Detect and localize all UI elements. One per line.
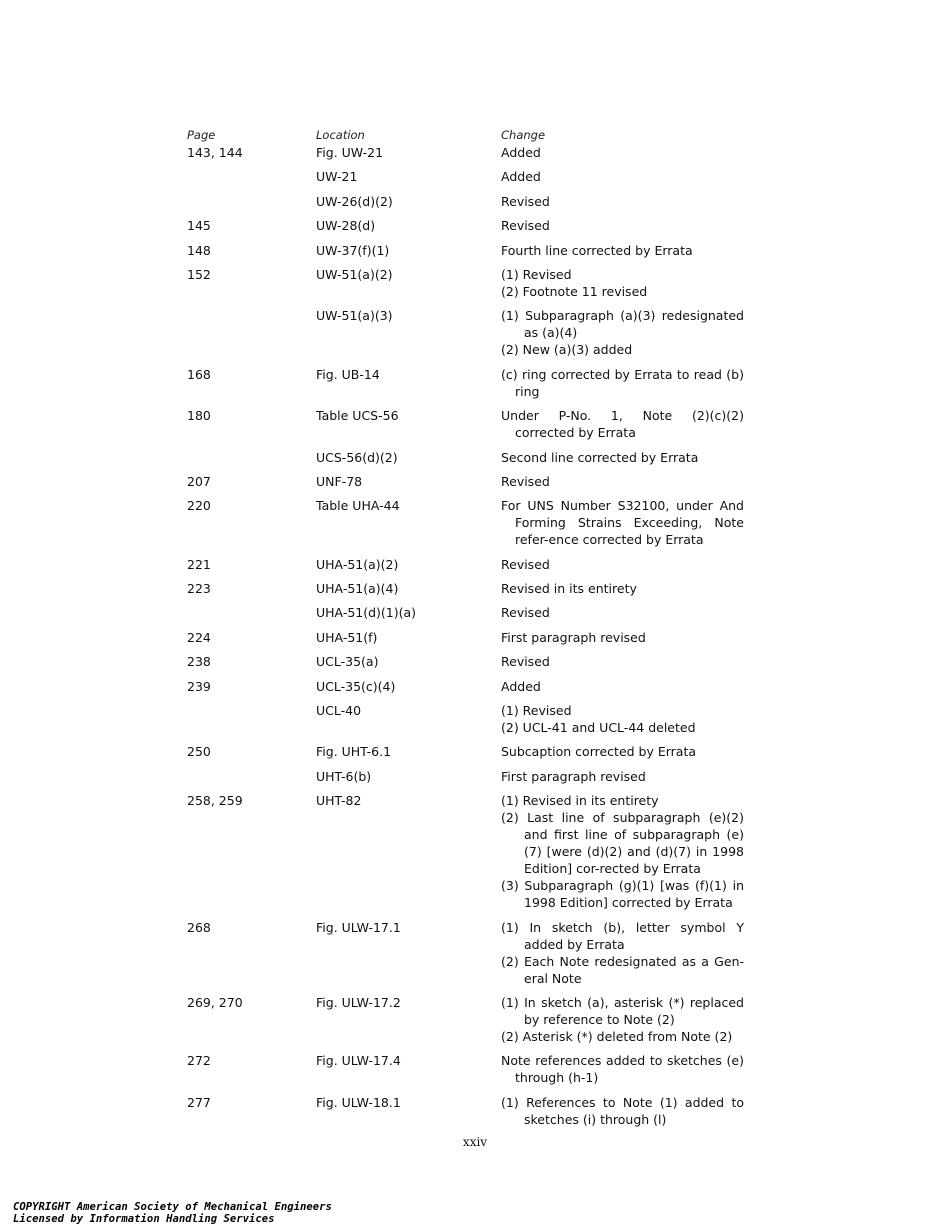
table-row: [187, 994, 747, 1045]
row-page: 221: [187, 556, 211, 572]
table-row: [187, 168, 747, 185]
table-row: [187, 604, 747, 621]
table-row: [187, 1052, 747, 1086]
change-item: (3) Subparagraph (g)(1) [was (f)(1) in 1998 Edition] corrected by Errata: [501, 878, 744, 911]
change-item: First paragraph revised: [501, 768, 646, 784]
row-page: 268: [187, 919, 211, 935]
row-page: 223: [187, 581, 211, 597]
change-item: Second line corrected by Errata: [501, 449, 699, 465]
change-item: (2) New (a)(3) added: [501, 342, 633, 358]
row-change: [501, 366, 744, 400]
row-change: [501, 743, 744, 760]
row-change: [501, 653, 744, 670]
row-change: [501, 144, 744, 161]
row-location: UHA-51(d)(1)(a): [316, 605, 417, 621]
row-location: Fig. ULW-17.2: [316, 994, 401, 1010]
row-change: [501, 407, 744, 441]
row-location: Table UCS-56: [316, 408, 399, 424]
table-row: [187, 678, 747, 695]
row-change: [501, 556, 744, 573]
row-location: UHT-82: [316, 793, 362, 809]
table-row: [187, 792, 747, 911]
row-page: 272: [187, 1053, 211, 1069]
row-location: Fig. UB-14: [316, 366, 380, 382]
table-row: [187, 366, 747, 400]
change-item: (1) Subparagraph (a)(3) redesignated as (a)(4): [501, 308, 744, 341]
row-change: [501, 242, 744, 259]
table-row: [187, 556, 747, 573]
row-change: [501, 792, 744, 911]
header-location: Location: [316, 128, 365, 142]
row-change: [501, 266, 744, 300]
row-change: [501, 217, 744, 234]
table-row: [187, 193, 747, 210]
page-number: xxiv: [462, 1135, 488, 1149]
change-item: (1) Revised: [501, 266, 572, 282]
row-location: Fig. UW-21: [316, 145, 384, 160]
table-row: [187, 768, 747, 785]
change-item: Revised: [501, 218, 550, 234]
row-location: Fig. UHT-6.1: [316, 744, 392, 760]
copyright-notice: [13, 1201, 332, 1225]
row-change: [501, 629, 744, 646]
row-page: 258, 259: [187, 793, 243, 809]
row-change: [501, 449, 744, 466]
table-row: [187, 1094, 747, 1128]
row-location: Fig. ULW-17.1: [316, 919, 401, 935]
row-page: 220: [187, 498, 211, 514]
row-location: UW-26(d)(2): [316, 193, 393, 209]
change-table: [187, 128, 747, 1135]
table-row: [187, 497, 747, 548]
row-change: [501, 497, 744, 548]
change-item: Revised: [501, 654, 550, 670]
row-location: UHT-6(b): [316, 768, 372, 784]
change-item: (2) UCL-41 and UCL-44 deleted: [501, 720, 696, 736]
table-header: [187, 128, 747, 144]
change-item: Subcaption corrected by Errata: [501, 744, 697, 760]
row-location: UW-21: [316, 169, 358, 185]
change-item: (1) Revised in its entirety: [501, 793, 659, 809]
change-item: (2) Each Note redesignated as a Gen-eral Note: [501, 953, 744, 986]
table-row: [187, 473, 747, 490]
row-page: 145: [187, 218, 211, 234]
change-item: (1) In sketch (b), letter symbol Y added by Errata: [501, 919, 744, 952]
header-page: Page: [187, 128, 216, 142]
row-location: UW-37(f)(1): [316, 242, 390, 258]
change-item: Added: [501, 678, 541, 694]
row-location: UHA-51(a)(2): [316, 556, 399, 572]
row-change: [501, 1052, 744, 1086]
change-item: Revised: [501, 473, 550, 489]
change-item: (2) Asterisk (*) deleted from Note (2): [501, 1028, 733, 1044]
change-item: Note references added to sketches (e) through (h-1): [501, 1053, 744, 1086]
table-row: [187, 144, 747, 161]
row-page: 277: [187, 1094, 211, 1110]
row-location: UCL-40: [316, 703, 362, 719]
row-page: 207: [187, 473, 211, 489]
change-item: (1) Revised: [501, 703, 572, 719]
table-row: [187, 919, 747, 987]
header-change: Change: [501, 128, 546, 142]
row-page: 152: [187, 266, 211, 282]
table-row: [187, 653, 747, 670]
row-page: 269, 270: [187, 994, 243, 1010]
row-change: [501, 919, 744, 987]
row-page: 180: [187, 408, 211, 424]
change-item: (2) Footnote 11 revised: [501, 283, 648, 299]
row-change: [501, 994, 744, 1045]
row-location: Fig. ULW-17.4: [316, 1053, 401, 1069]
row-location: UCS-56(d)(2): [316, 449, 398, 465]
row-change: [501, 768, 744, 785]
row-page: 224: [187, 629, 211, 645]
change-item: Revised: [501, 556, 550, 572]
row-location: Fig. ULW-18.1: [316, 1094, 401, 1110]
row-location: UW-51(a)(2): [316, 266, 393, 282]
row-change: [501, 307, 744, 358]
row-change: [501, 702, 744, 736]
table-row: [187, 266, 747, 300]
copyright-line-2: Licensed by Information Handling Services: [13, 1213, 275, 1225]
change-item: (2) Last line of subparagraph (e)(2) and first line of subparagraph (e)(7) [were (d)(2) and (d)(7) in 1998 Edition] cor-rected by Errata: [501, 810, 744, 877]
row-change: [501, 604, 744, 621]
table-row: [187, 242, 747, 259]
row-page: 168: [187, 366, 211, 382]
table-row: [187, 743, 747, 760]
change-item: Revised in its entirety: [501, 581, 637, 597]
change-item: Under P-No. 1, Note (2)(c)(2) corrected by Errata: [501, 408, 744, 441]
row-page: 250: [187, 744, 211, 760]
change-item: Added: [501, 145, 541, 160]
change-item: (c) ring corrected by Errata to read (b) ring: [501, 366, 744, 399]
row-location: UW-28(d): [316, 218, 376, 234]
change-item: Added: [501, 169, 541, 185]
row-location: UNF-78: [316, 473, 363, 489]
change-item: For UNS Number S32100, under And Forming Strains Exceeding, Note refer-ence corrected by Errata: [501, 498, 744, 548]
row-page: 143, 144: [187, 145, 243, 160]
row-change: [501, 168, 744, 185]
row-change: [501, 1094, 744, 1128]
table-row: [187, 449, 747, 466]
row-location: UW-51(a)(3): [316, 308, 393, 324]
change-item: Revised: [501, 605, 550, 621]
table-body: [187, 144, 747, 1128]
copyright-line-1: COPYRIGHT American Society of Mechanical Engineers: [13, 1201, 332, 1213]
change-item: (1) References to Note (1) added to sketches (i) through (l): [501, 1094, 744, 1127]
row-change: [501, 678, 744, 695]
row-location: UCL-35(c)(4): [316, 678, 396, 694]
row-page: 238: [187, 654, 211, 670]
table-row: [187, 702, 747, 736]
table-row: [187, 407, 747, 441]
row-page: 148: [187, 242, 211, 258]
change-item: Revised: [501, 193, 550, 209]
table-row: [187, 629, 747, 646]
table-row: [187, 580, 747, 597]
row-change: [501, 473, 744, 490]
row-page: 239: [187, 678, 211, 694]
row-location: UHA-51(a)(4): [316, 581, 399, 597]
row-location: Table UHA-44: [316, 498, 400, 514]
table-row: [187, 217, 747, 234]
change-item: First paragraph revised: [501, 629, 646, 645]
table-row: [187, 307, 747, 358]
row-location: UHA-51(f): [316, 629, 378, 645]
row-change: [501, 580, 744, 597]
change-item: Fourth line corrected by Errata: [501, 242, 693, 258]
row-change: [501, 193, 744, 210]
row-location: UCL-35(a): [316, 654, 379, 670]
change-item: (1) In sketch (a), asterisk (*) replaced by reference to Note (2): [501, 994, 744, 1027]
